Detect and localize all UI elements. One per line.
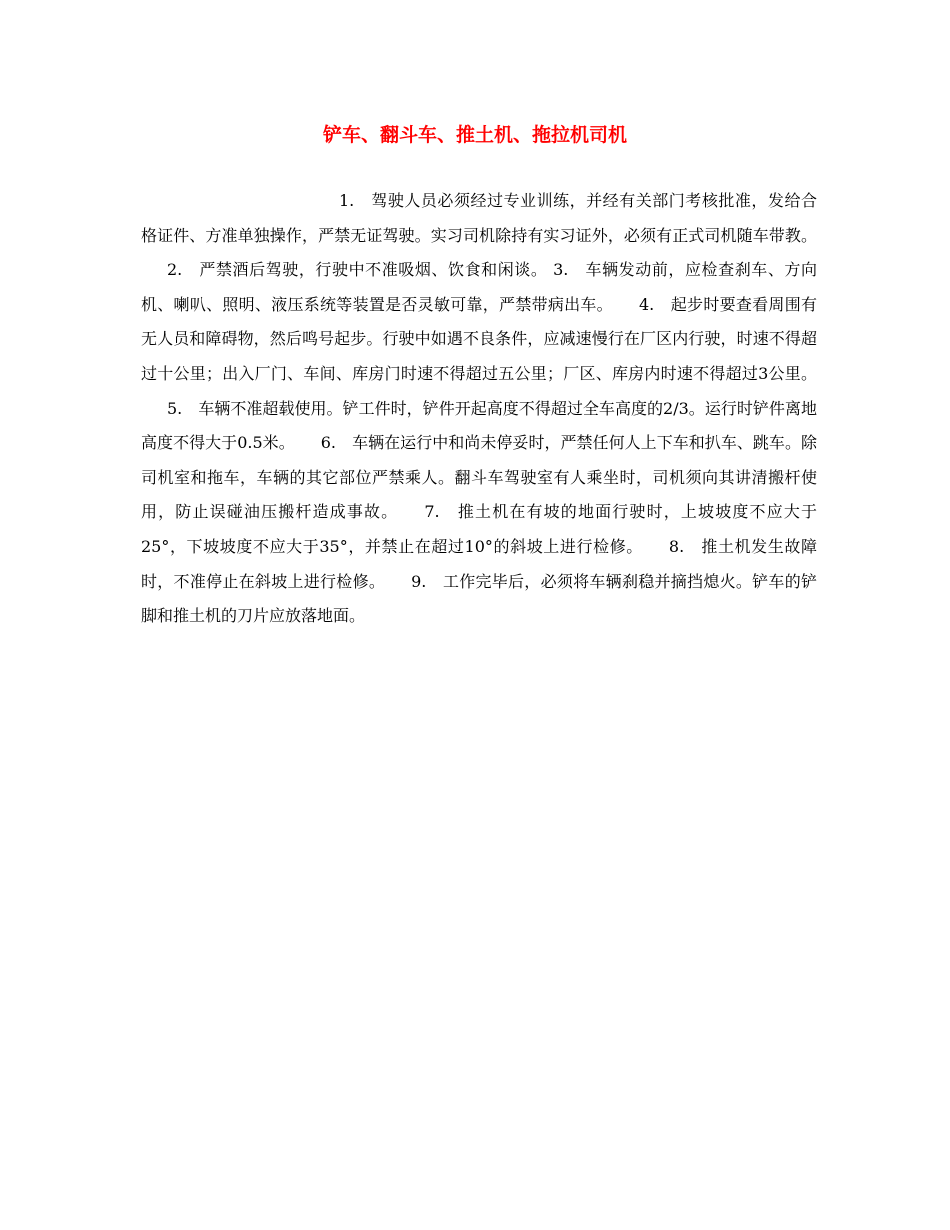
rule-item-7: 7. 推土机在有坡的地面行驶时，上坡坡度不应大于25°，下坡坡度不应大于35°，并禁止在超过10°的斜坡上进行检修。 [141,502,817,556]
rule-item-4: 4. 起步时要查看周围有无人员和障碍物，然后鸣号起步。行驶中如遇不良条件，应减速慢行在厂区内行驶，时速不得超过十公里；出入厂门、车间、库房门时速不得超过五公里；厂区、库房内时速不得超过3公里。 [141,294,817,383]
rule-item-3: 3. 车辆发动前，应检查刹车、方向机、喇叭、照明、液压系统等装置是否灵敏可靠，严禁带病出车。 [141,260,817,314]
rule-item-6: 6. 车辆在运行中和尚未停妥时，严禁任何人上下车和扒车、跳车。除司机室和拖车，车辆的其它部位严禁乘人。翻斗车驾驶室有人乘坐时，司机须向其讲清搬杆使用，防止误碰油压搬杆造成事故。 [141,433,817,522]
rule-item-1: 1. 驾驶人员必须经过专业训练，并经有关部门考核批准，发给合格证件、方准单独操作，严禁无证驾驶。实习司机除持有实习证外，必须有正式司机随车带教。 [141,191,817,245]
rule-item-8: 8. 推土机发生故障时，不准停止在斜坡上进行检修。 [141,536,817,591]
rule-item-2: 2. 严禁酒后驾驶，行驶中不准吸烟、饮食和闲谈。 [167,260,548,280]
document-title: 铲车、翻斗车、推土机、拖拉机司机 [322,124,627,146]
rule-item-9: 9. 工作完毕后，必须将车辆刹稳并摘挡熄火。铲车的铲脚和推土机的刀片应放落地面。 [141,571,817,626]
document-body [141,184,817,634]
rule-item-5: 5. 车辆不准超载使用。铲工件时，铲件开起高度不得超过全车高度的2/3。运行时铲件离地高度不得大于0.5米。 [141,398,817,453]
